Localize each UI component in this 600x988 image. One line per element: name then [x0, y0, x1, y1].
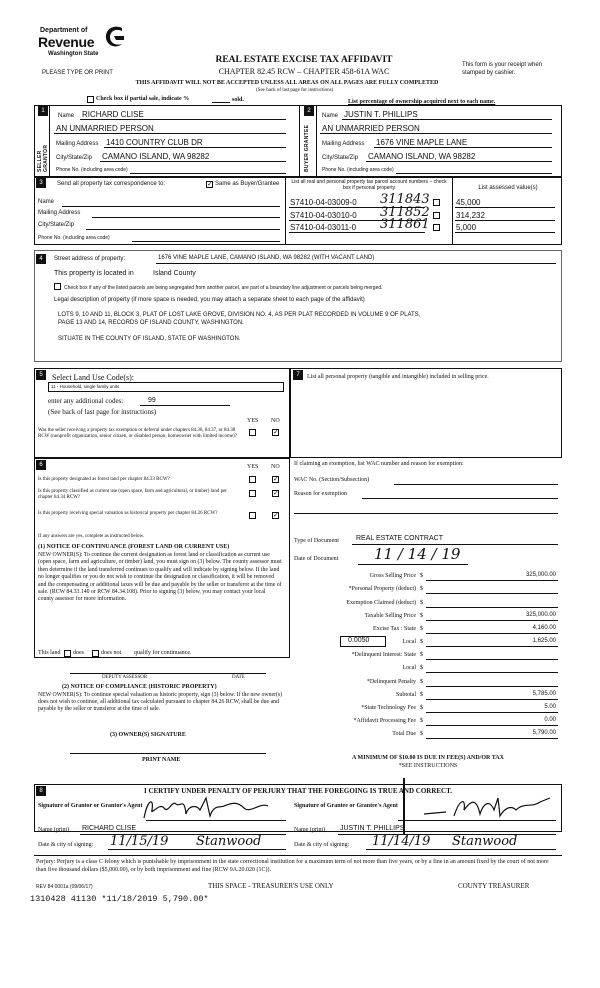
- same-as-buyer-label: Same as Buyer/Grantee: [215, 181, 280, 187]
- seller-city-label: City/State/Zip: [56, 155, 93, 161]
- personal-property-text: List all personal property (tangible and intangible) included in selling price.: [307, 374, 489, 380]
- currency-sign: $: [420, 731, 423, 737]
- legal-line3: SITUATE IN THE COUNTY OF ISLAND, STATE OF WASHINGTON.: [58, 336, 241, 342]
- currency-sign: $: [420, 639, 423, 645]
- seller-name-label: Name: [58, 113, 75, 119]
- legal-line2: PAGE 13 AND 14, RECORDS OF ISLAND COUNTY, WASHINGTON.: [58, 320, 244, 326]
- logo-line3: Washington State: [48, 51, 99, 57]
- notice1-title: (1) NOTICE OF CONTINUANCE (FOREST LAND OR CURRENT USE): [38, 544, 230, 550]
- county-treasurer: COUNTY TREASURER: [458, 882, 530, 890]
- section-7-badge: 7: [293, 370, 303, 380]
- personal-property-checkbox[interactable]: [433, 212, 440, 219]
- treasurer-space: THIS SPACE - TREASURER'S USE ONLY: [208, 882, 334, 890]
- rev-number: REV 84 0001a (09/06/17): [36, 884, 93, 890]
- buyer-city-label: City/State/Zip: [322, 155, 359, 161]
- local-rate: 0.0050: [348, 637, 370, 644]
- section-1-badge: 1: [38, 106, 48, 116]
- personal-property-checkbox[interactable]: [433, 199, 440, 206]
- tax-row-label: Excise Tax : State: [373, 626, 416, 632]
- notice1-body: NEW OWNER(S): To continue the current designation as forest land or classification as current use (open space, farm and agriculture, or timber) land, you must sign on (3) below. The county assessor must then determine if the land transferred continues to qualify and will indicate by signing below. If the land no longer qualifies or you do not wish to continue the designation or classification, it will be removed and the compensating or additional taxes will be due and payable by the seller or transferor at the time of sale. (RCW 84.33.140 or RCW 84.34.108). Prior to signing (3) below, you may contact your local county assessor for more information.: [38, 552, 282, 603]
- tax-row-value: 325,000.00: [525, 612, 556, 618]
- grantee-city: Stanwood: [452, 834, 518, 849]
- parcel-handwritten: 311852: [380, 205, 430, 220]
- tax-row-value: 5,785.00: [532, 691, 556, 697]
- currency-sign: $: [420, 679, 423, 685]
- does-not-label: does not: [101, 650, 122, 656]
- s6-q3-yes-checkbox[interactable]: [249, 512, 256, 519]
- grantor-date: 11/15/19: [110, 834, 169, 849]
- currency-sign: $: [420, 626, 423, 632]
- legal-line1: LOTS 9, 10 AND 11, BLOCK 3, PLAT OF LOST LAKE GROVE, DIVISION NO. 4, AS PER PLAT RECORDED IN VOLUME 9 OF PLATS,: [58, 312, 421, 318]
- additional-codes: 99: [148, 397, 156, 404]
- currency-sign: $: [420, 652, 423, 658]
- located-label: This property is located in: [54, 270, 134, 277]
- section-5-badge: 5: [36, 370, 46, 380]
- parcel-number: S7410-04-03011-0: [290, 223, 357, 232]
- section-2-badge: 2: [304, 106, 314, 116]
- personal-property-checkbox[interactable]: [433, 224, 440, 231]
- parcel-number: S7410-04-03009-0: [290, 198, 357, 207]
- tax-row-label: *State Technology Fee: [361, 705, 416, 711]
- assessed-value: 5,000: [456, 223, 477, 232]
- currency-sign: $: [420, 705, 423, 711]
- receipt-note: This form is your receipt when stamped by cashier.: [462, 62, 543, 76]
- notice2-title: (2) NOTICE OF COMPLIANCE (HISTORIC PROPERTY): [62, 684, 217, 690]
- buyer-name: JUSTIN T. PHILLIPS: [344, 110, 418, 119]
- doc-type-label: Type of Document: [294, 538, 339, 544]
- buyer-city: CAMANO ISLAND, WA 98282: [368, 152, 476, 161]
- deputy-assessor-label: DEPUTY ASSESSOR: [102, 675, 148, 680]
- see-back-note: (See back of last page for instructions): [256, 88, 334, 93]
- additional-codes-label: enter any additional codes:: [48, 397, 124, 405]
- grantor-date-city-label: Date & city of signing:: [38, 842, 94, 848]
- send-correspondence-label: Send all property tax correspondence to:: [57, 181, 166, 187]
- grantee-name-print: JUSTIN T. PHILLIPS: [340, 825, 405, 832]
- grantor-name-print: RICHARD CLISE: [82, 825, 137, 832]
- section-6-badge: 6: [36, 460, 46, 470]
- tax-row-label: *Personal Property (deduct): [348, 586, 416, 592]
- grantee-signature: [420, 792, 560, 822]
- s3-city-label: City/State/Zip: [38, 222, 75, 228]
- s6-q1: Is this property designated as forest land per chapter 84.33 RCW?: [38, 477, 170, 482]
- tax-row-value: 0.00: [544, 717, 556, 723]
- grantee-date: 11/14/19: [372, 834, 431, 849]
- buyer-name2: AN UNMARRIED PERSON: [322, 124, 420, 133]
- parcel-number: S7410-04-03010-0: [290, 211, 357, 220]
- does-label: does: [73, 650, 84, 656]
- s3-phone-label: Phone No. (including area code): [38, 235, 110, 241]
- s6-q1-no-checkbox[interactable]: ✓: [273, 475, 279, 483]
- s6-q3: Is this property receiving special valuation as historical property per chapter 84.26 RCW?: [38, 511, 218, 516]
- buyer-name-label: Name: [322, 113, 339, 119]
- buyer-side-label: BUYER GRANTEE: [304, 124, 310, 172]
- s3-name-label: Name: [38, 199, 55, 205]
- if-yes-note: If any answers are yes, complete as instructed below.: [38, 534, 145, 539]
- s5-yes: YES: [247, 418, 259, 424]
- seller-address-label: Mailing Address: [56, 141, 99, 147]
- logo-swoosh-icon: [102, 24, 126, 50]
- logo-line2: Revenue: [38, 34, 95, 50]
- legal-label: Legal description of property (if more space is needed, you may attach a separate sheet to each page of the affidavit): [54, 297, 365, 303]
- tax-row-label: Local: [402, 665, 416, 671]
- certify-text: I CERTIFY UNDER PENALTY OF PERJURY THAT THE FOREGOING IS TRUE AND CORRECT.: [143, 787, 452, 795]
- exemption-text: If claiming an exemption, list WAC number and reason for exemption:: [294, 461, 464, 467]
- s5-yes-checkbox[interactable]: [249, 429, 256, 436]
- s6-q2: Is this property classified as current use (open space, farm and agricultural, or timber) land per chapter 84.34 RCW?: [38, 489, 227, 500]
- dor-logo: [36, 24, 128, 64]
- buyer-address-label: Mailing Address: [322, 141, 365, 147]
- land-use-title: Select Land Use Code(s):: [52, 373, 134, 382]
- please-type: PLEASE TYPE OR PRINT: [42, 70, 113, 76]
- tax-row-value: 5.00: [544, 704, 556, 710]
- form-warning: THIS AFFIDAVIT WILL NOT BE ACCEPTED UNLESS ALL AREAS ON ALL PAGES ARE FULLY COMPLETED: [135, 80, 439, 86]
- currency-sign: $: [420, 718, 423, 724]
- minimum-fee-note: A MINIMUM OF $10.00 IS DUE IN FEE(S) AND/OR TAX: [352, 755, 504, 761]
- form-subtitle: CHAPTER 82.45 RCW – CHAPTER 458-61A WAC: [218, 67, 390, 76]
- partial-sale-checkbox[interactable]: [87, 96, 94, 103]
- tax-row-label: Total Due: [392, 731, 416, 737]
- s3-address-label: Mailing Address: [38, 210, 81, 216]
- section-4-badge: 4: [36, 254, 46, 264]
- currency-sign: $: [420, 586, 423, 592]
- county: Island County: [153, 270, 196, 277]
- street-address: 1676 VINE MAPLE LANE, CAMANO ISLAND, WA 98282 (WITH VACANT LAND): [158, 255, 375, 261]
- tax-row-label: Taxable Selling Price: [364, 613, 416, 619]
- doc-date: 11 / 14 / 19: [374, 545, 461, 563]
- street-label: Street address of property:: [54, 256, 126, 262]
- partial-sale-label: Check box if partial sale, indicate %: [96, 96, 190, 102]
- tax-row-label: *Delinquent Penalty: [366, 679, 416, 685]
- buyer-address: 1676 VINE MAPLE LANE: [376, 138, 468, 147]
- see-instructions: *SEE INSTRUCTIONS: [398, 763, 458, 769]
- currency-sign: $: [420, 665, 423, 671]
- tax-row-value: 1,625.00: [532, 638, 556, 644]
- assessor-date-label: DATE: [232, 675, 245, 680]
- ownership-note: List percentage of ownership acquired next to each name.: [348, 99, 496, 105]
- seller-side-label: SELLER GRANTOR: [37, 144, 49, 172]
- tax-row-value: 5,790.00: [532, 730, 556, 736]
- parcel-header: List all real and personal property tax parcel account numbers – check box if personal property: [291, 179, 447, 191]
- grantee-sig-label: Signature of Grantee or Grantee's Agent: [294, 803, 398, 809]
- owner-sig-title: (3) OWNER(S) SIGNATURE: [110, 732, 186, 738]
- land-use-code: 11 - Household, single family units: [51, 384, 120, 389]
- currency-sign: $: [420, 573, 423, 579]
- partial-sale-pct[interactable]: [212, 93, 230, 103]
- seller-phone-label: Phone No. (including area code): [56, 167, 128, 173]
- grantor-city: Stanwood: [196, 834, 262, 849]
- s5-see-back: (See back of last page for instructions): [48, 408, 157, 416]
- currency-sign: $: [420, 600, 423, 606]
- form-title: REAL ESTATE EXCISE TAX AFFIDAVIT: [215, 55, 393, 65]
- tax-row-label: Gross Selling Price: [369, 573, 416, 579]
- parcel-handwritten: 311843: [380, 192, 430, 207]
- segregated-checkbox[interactable]: [54, 283, 61, 290]
- print-name-label: PRINT NAME: [142, 757, 181, 763]
- currency-sign: $: [420, 692, 423, 698]
- doc-date-label: Date of Document: [294, 556, 339, 562]
- sold-label: sold.: [232, 97, 244, 103]
- s6-q3-no-checkbox[interactable]: ✓: [273, 511, 279, 519]
- same-as-buyer-checkbox[interactable]: ✓: [207, 180, 213, 188]
- logo-line1: Department of: [40, 27, 88, 34]
- treasurer-stamp: 1310428 41130 *11/18/2019 5,790.00*: [30, 894, 209, 904]
- section-3-badge: 3: [36, 178, 46, 188]
- s5-question: Was the seller receiving a property tax exemption or deferral under chapters 84.36, 84.37, or 84.38 RCW (nonprofit organization, senior citizen, or disabled person, homeowner with limited income)?: [38, 428, 237, 439]
- does-checkbox[interactable]: [64, 650, 71, 657]
- tax-row-value: 325,000.00: [525, 572, 556, 578]
- reason-label: Reason for exemption: [294, 491, 347, 497]
- grantor-name-print-label: Name (print): [38, 827, 70, 833]
- s5-no-checkbox[interactable]: ✓: [273, 428, 279, 436]
- currency-sign: $: [420, 613, 423, 619]
- land-label: This land: [38, 650, 61, 656]
- assessed-value: 314,232: [456, 211, 485, 220]
- doc-type: REAL ESTATE CONTRACT: [356, 535, 443, 542]
- s6-yes: YES: [247, 464, 259, 470]
- section-4-frame: [34, 250, 562, 362]
- seller-address: 1410 COUNTRY CLUB DR: [106, 138, 203, 147]
- perjury-text: Perjury: Perjury is a class C felony which is punishable by imprisonment in the state correctional institution for a maximum term of not more than five years, or by a fine in an amount fixed by the court of not more than five thousand dollars ($5,000.00), or by both imprisonment and fine (RCW 9A.20.020 (1C)).: [36, 859, 549, 873]
- seller-city: CAMANO ISLAND, WA 98282: [102, 152, 210, 161]
- s6-q2-yes-checkbox[interactable]: [249, 490, 256, 497]
- s6-no: NO: [271, 464, 280, 470]
- tax-row-label: Exemption Claimed (deduct): [346, 600, 416, 606]
- wac-label: WAC No. (Section/Subsection): [294, 477, 370, 483]
- does-not-checkbox[interactable]: [92, 650, 99, 657]
- tax-row-label: *Affidavit Processing Fee: [353, 718, 416, 724]
- s5-no: NO: [271, 418, 280, 424]
- grantee-name-print-label: Name (print): [294, 827, 326, 833]
- tax-row-label: Subtotal: [395, 692, 416, 698]
- buyer-phone-label: Phone No. (including area code): [322, 167, 394, 173]
- seller-name2: AN UNMARRIED PERSON: [56, 124, 154, 133]
- tax-row-value: 4,160.00: [532, 625, 556, 631]
- tax-row-label: *Delinquent Interest: State: [351, 652, 416, 658]
- notice2-body: NEW OWNER(S): To continue special valuation as historic property, sign (3) below. If the new owner(s) does not wish to continue, all additional tax calculated pursuant to chapter 84.26 RCW, shall be due and payable by the seller or transferor at the time of sale.: [38, 692, 283, 712]
- tax-row-label: Local: [402, 639, 416, 645]
- assessed-value-header: List assessed value(s): [478, 185, 538, 191]
- grantee-date-city-label: Date & city of signing:: [294, 842, 350, 848]
- section-8-badge: 8: [36, 786, 46, 796]
- grantor-sig-label: Signature of Grantor or Grantor's Agent: [38, 803, 143, 809]
- segregated-label: Check box if any of the listed parcels are being segregated from another parcel, are part of a boundary line adjustment or parcels being merged.: [64, 285, 383, 291]
- seller-name: RICHARD CLISE: [82, 110, 144, 119]
- assessed-value: 45,000: [456, 198, 481, 207]
- s6-q2-no-checkbox[interactable]: ✓: [273, 489, 279, 497]
- parcel-handwritten: 311861: [380, 217, 430, 232]
- qualify-label: qualify for continuance.: [134, 650, 192, 656]
- s6-q1-yes-checkbox[interactable]: [249, 476, 256, 483]
